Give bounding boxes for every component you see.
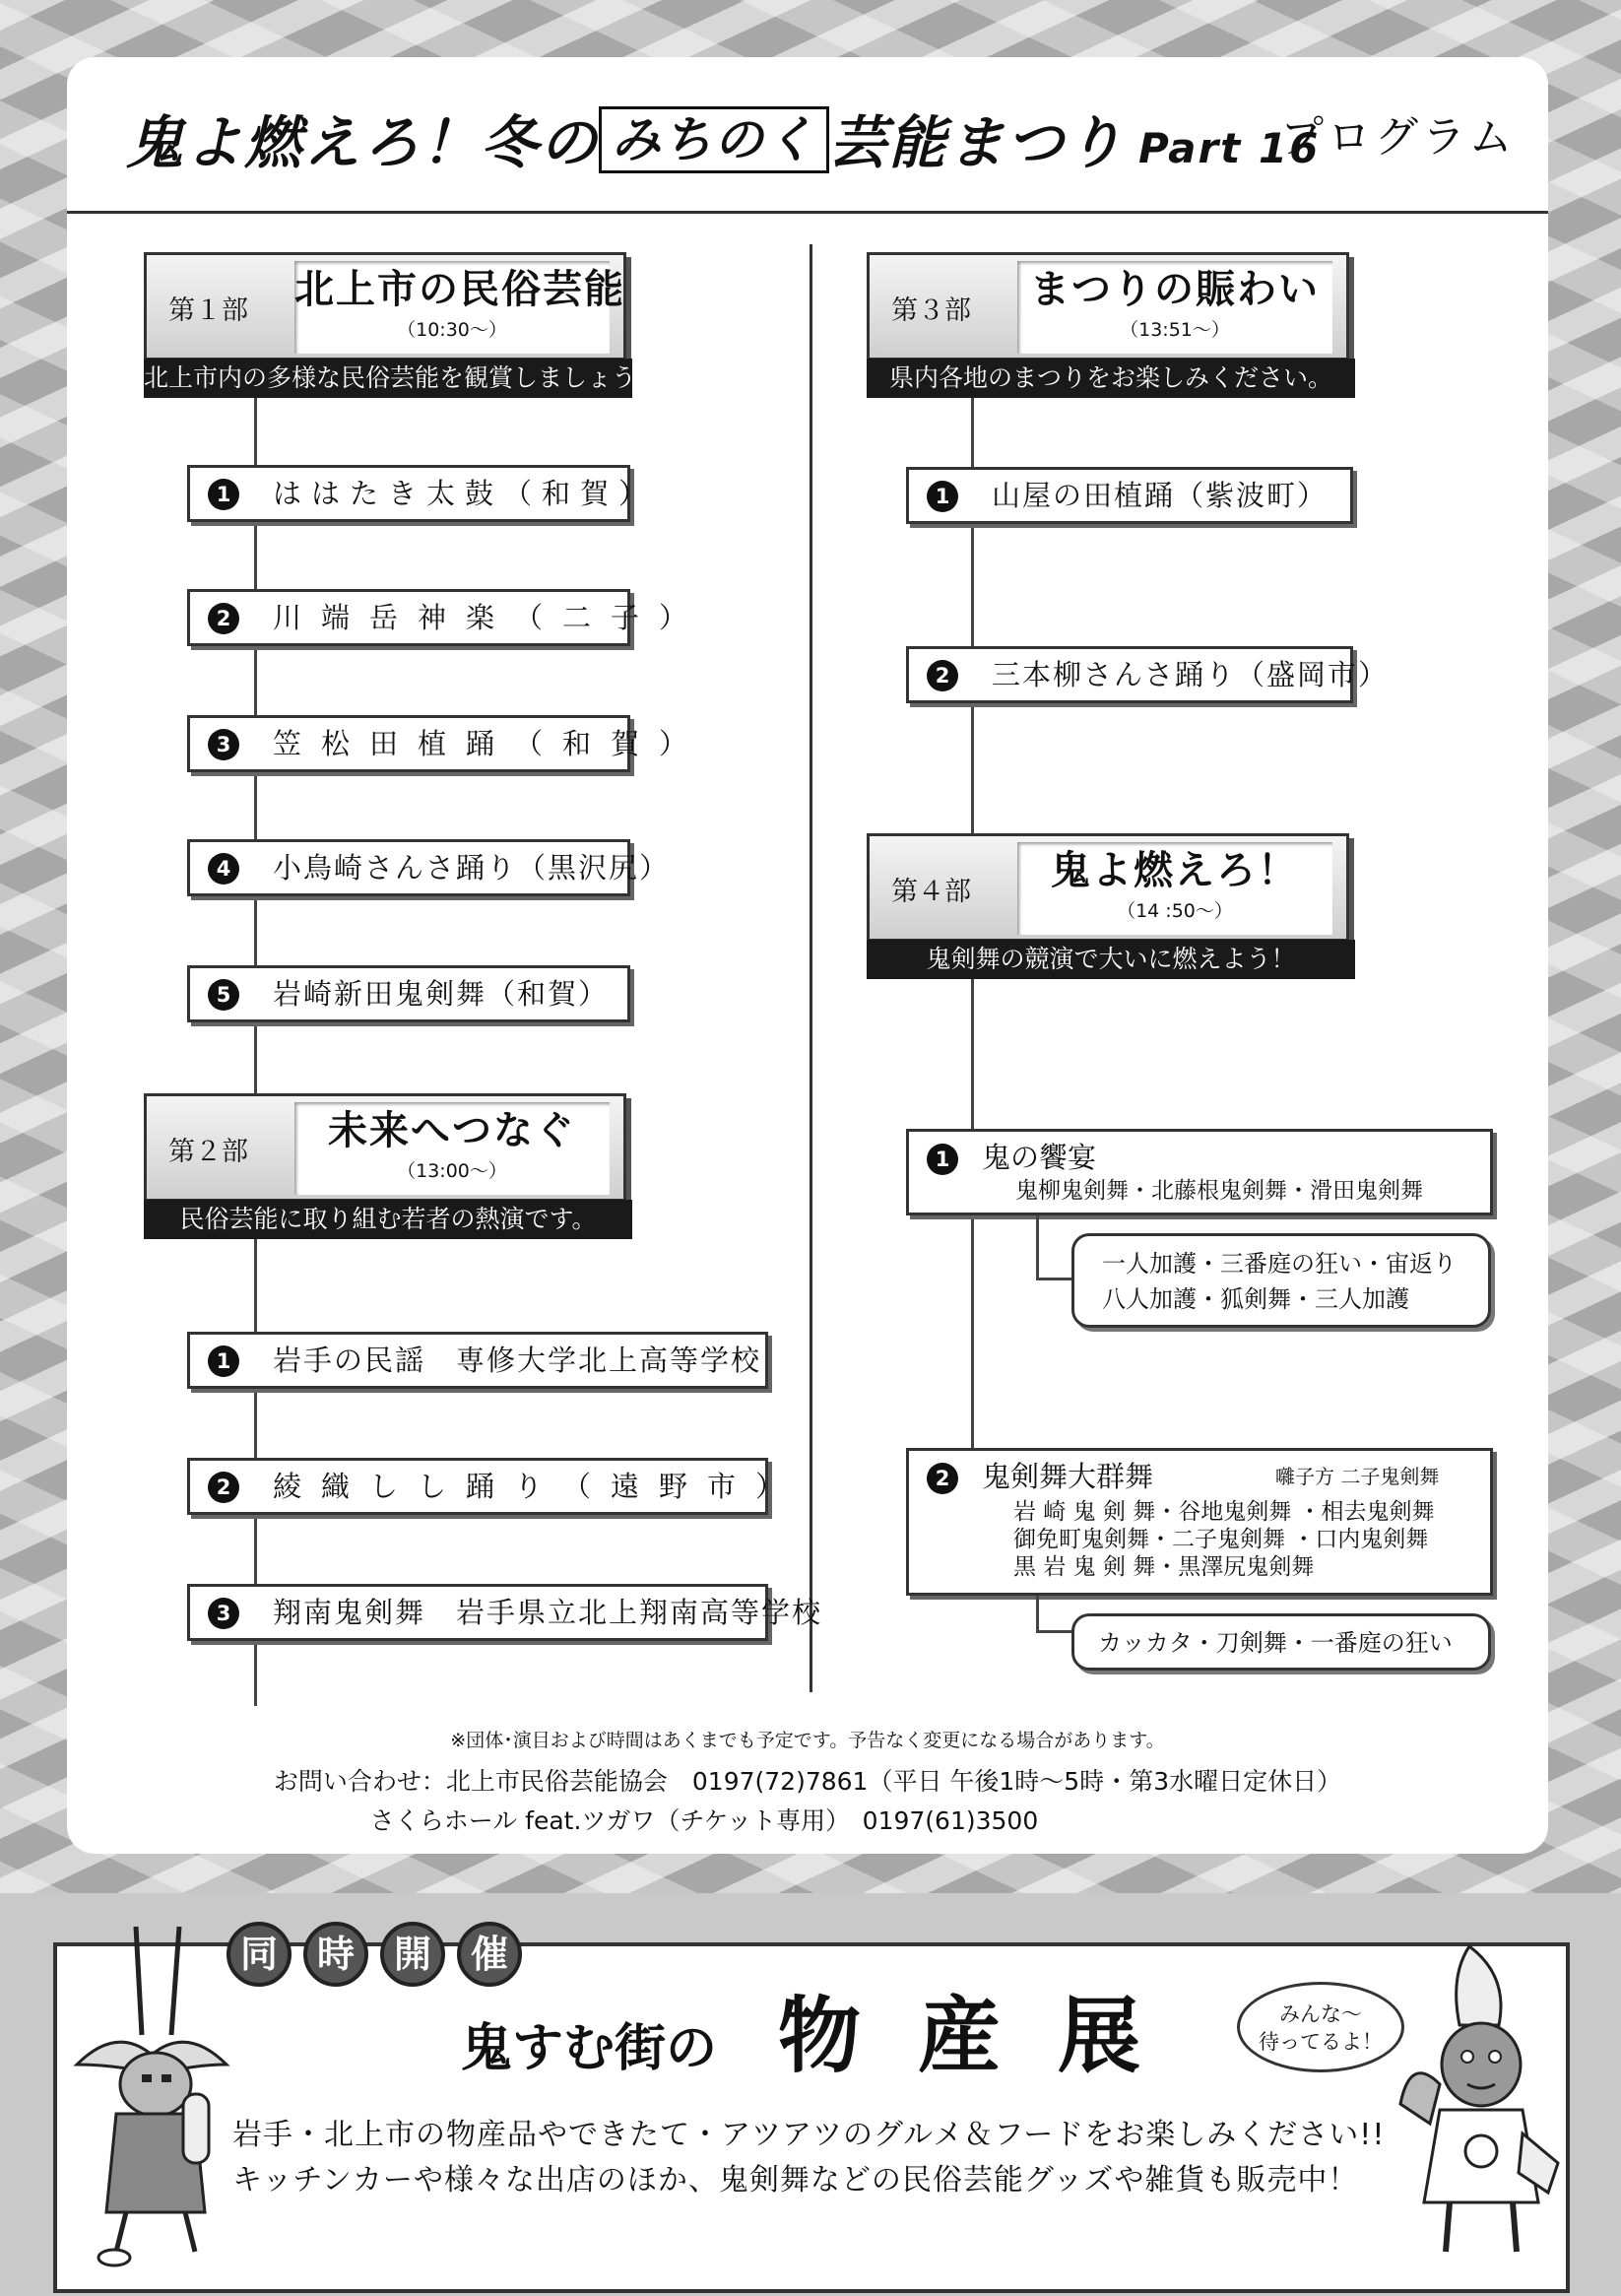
speech-bubble	[1237, 1982, 1404, 2072]
s3-item-1-number: 1	[927, 481, 958, 512]
s2-item-1	[187, 1332, 768, 1389]
section-4-header	[867, 833, 1349, 942]
section-3-time: （13:51〜）	[1120, 319, 1230, 341]
concurrent-chip-2: 時	[303, 1922, 368, 1987]
speech-line-2: 待ってるよ！	[1259, 2030, 1383, 2054]
section-3-header	[867, 252, 1349, 361]
speech-line-1: みんな〜	[1279, 2002, 1362, 2026]
section-4-description: 鬼剣舞の競演で大いに燃えよう！	[867, 940, 1355, 979]
event-title	[126, 98, 1320, 187]
s2-item-2-text: 綾織しし踊り（遠野市）	[273, 1470, 805, 1503]
fair-title: 物産展	[778, 1987, 1199, 2084]
section-4-time: （14 :50〜）	[1117, 900, 1233, 922]
s4-item-1-moves-line-2: 八人加護・狐剣舞・三人加護	[1102, 1285, 1409, 1313]
s4-item-2-name: 鬼剣舞大群舞	[982, 1460, 1154, 1493]
s1-item-5-number: 5	[208, 979, 239, 1011]
title-boxed-text: みちのく	[599, 106, 829, 173]
s1-item-4	[187, 839, 671, 896]
title-part-number: Part 16	[1138, 124, 1321, 172]
section-3-title: まつりの賑わい	[1030, 266, 1320, 312]
section-2-title: 未来へつなぐ	[328, 1107, 576, 1153]
s4-item-2-moves-line: カッカタ・刀剣舞・一番庭の狂い	[1098, 1629, 1453, 1657]
s3-item-1	[906, 467, 1353, 524]
s2-item-2-number: 2	[208, 1472, 239, 1503]
header-divider	[67, 211, 1548, 214]
section-2-header	[144, 1093, 626, 1202]
s1-item-5-text: 岩崎新田鬼剣舞（和賀）	[273, 977, 610, 1011]
timeline-right-1	[971, 392, 974, 833]
section-4-title: 鬼よ燃えろ！	[1051, 847, 1299, 893]
s2-item-1-number: 1	[208, 1345, 239, 1377]
contact-ticket: さくらホール feat.ツガワ（チケット専用） 0197(61)3500	[369, 1806, 1039, 1835]
s4-item-1-groups: 鬼柳鬼剣舞・北藤根鬼剣舞・滑田鬼剣舞	[1015, 1178, 1423, 1204]
section-1-header	[144, 252, 626, 361]
s4-item-1-moves-line-1: 一人加護・三番庭の狂い・宙返り	[1102, 1250, 1457, 1278]
s4-item-2	[906, 1448, 1493, 1596]
s4-item-2-connector	[1036, 1596, 1073, 1633]
s4-item-1-name: 鬼の饗宴	[982, 1141, 1097, 1174]
s2-item-1-text: 岩手の民謡 専修大学北上高等学校	[273, 1344, 762, 1377]
s2-item-3-number: 3	[208, 1598, 239, 1629]
section-4-name-box	[1017, 842, 1332, 935]
s3-item-1-text: 山屋の田植踊（紫波町）	[992, 479, 1329, 512]
s4-item-2-number: 2	[927, 1463, 958, 1494]
s1-item-4-text: 小鳥崎さんさ踊り（黒沢尻）	[273, 851, 671, 885]
s3-item-2-number: 2	[927, 660, 958, 691]
s4-item-1-connector	[1036, 1215, 1073, 1280]
s3-item-2-text: 三本柳さんさ踊り（盛岡市）	[992, 658, 1390, 691]
fair-description-2: キッチンカーや様々な出店のほか、鬼剣舞などの民俗芸能グッズや雑貨も販売中！	[232, 2163, 1359, 2198]
s4-item-2-groups-line-1: 岩 崎 鬼 剣 舞・谷地鬼剣舞 ・相去鬼剣舞	[1013, 1499, 1435, 1525]
section-2-description: 民俗芸能に取り組む若者の熱演です。	[144, 1200, 632, 1239]
s1-item-2-text: 川端岳神楽（二子）	[273, 601, 708, 634]
s4-item-2-hayashi: 囃子方 二子鬼剣舞	[1275, 1465, 1440, 1488]
s1-item-3-text: 笠松田植踊（和賀）	[273, 727, 708, 760]
section-1-time: （10:30〜）	[397, 319, 507, 341]
s1-item-3-number: 3	[208, 729, 239, 760]
s1-item-1-text: ははたき太鼓（和賀）	[273, 477, 658, 510]
s2-item-3-text: 翔南鬼剣舞 岩手県立北上翔南高等学校	[273, 1596, 823, 1629]
s4-item-2-groups-line-3: 黒 岩 鬼 剣 舞・黒澤尻鬼剣舞	[1013, 1554, 1315, 1580]
section-3-number: 第３部	[891, 295, 971, 326]
s4-item-2-groups-line-2: 御免町鬼剣舞・二子鬼剣舞 ・口内鬼剣舞	[1013, 1527, 1429, 1552]
s1-item-2	[187, 589, 708, 646]
fair-title-prefix: 鬼すむ街の	[461, 2018, 718, 2078]
section-1-number: 第１部	[168, 295, 248, 326]
oni-mascot-left-icon	[57, 1917, 234, 2271]
mascot-right-icon	[1391, 1936, 1568, 2271]
fair-description-1: 岩手・北上市の物産品やできたて・アツアツのグルメ＆フードをお楽しみください!!	[232, 2118, 1386, 2152]
s4-item-1-moves-box	[1071, 1233, 1491, 1328]
section-2-number: 第２部	[168, 1137, 248, 1167]
s1-item-5	[187, 965, 630, 1022]
section-2-name-box	[294, 1102, 610, 1195]
disclaimer: ※団体･演目および時間はあくまでも予定です。予告なく変更になる場合があります。	[450, 1730, 1165, 1751]
concurrent-chip-3: 開	[380, 1922, 445, 1987]
s1-item-1-number: 1	[208, 479, 239, 510]
section-1-name-box	[294, 261, 625, 354]
section-3-description: 県内各地のまつりをお楽しみください。	[867, 359, 1355, 398]
title-main-text: 鬼よ燃えろ！冬の	[126, 109, 600, 176]
s4-item-1	[906, 1129, 1493, 1215]
section-4-number: 第４部	[891, 877, 971, 907]
s2-item-3	[187, 1584, 823, 1641]
s4-item-1-number: 1	[927, 1144, 958, 1175]
contact-association: お問い合わせ：北上市民俗芸能協会 0197(72)7861（平日 午後1時〜5時・第3水曜日定休日）	[273, 1767, 1342, 1796]
column-divider	[810, 244, 812, 1692]
program-label: プログラム	[1280, 112, 1517, 163]
s1-item-4-number: 4	[208, 853, 239, 885]
s1-item-2-number: 2	[208, 603, 239, 634]
section-3-name-box	[1017, 261, 1332, 354]
s2-item-2	[187, 1458, 805, 1515]
s1-item-3	[187, 715, 708, 772]
s3-item-2	[906, 646, 1390, 703]
concurrent-chip-4: 催	[457, 1922, 522, 1987]
title-suffix-text: 芸能まつり	[829, 109, 1126, 176]
s1-item-1	[187, 465, 658, 522]
s4-item-2-moves-box	[1071, 1613, 1491, 1671]
concurrent-chip-1: 同	[227, 1922, 292, 1987]
section-1-title: 北上市の民俗芸能	[294, 266, 625, 312]
section-2-time: （13:00〜）	[397, 1160, 507, 1182]
section-1-description: 北上市内の多様な民俗芸能を観賞しましょう。	[144, 359, 632, 398]
